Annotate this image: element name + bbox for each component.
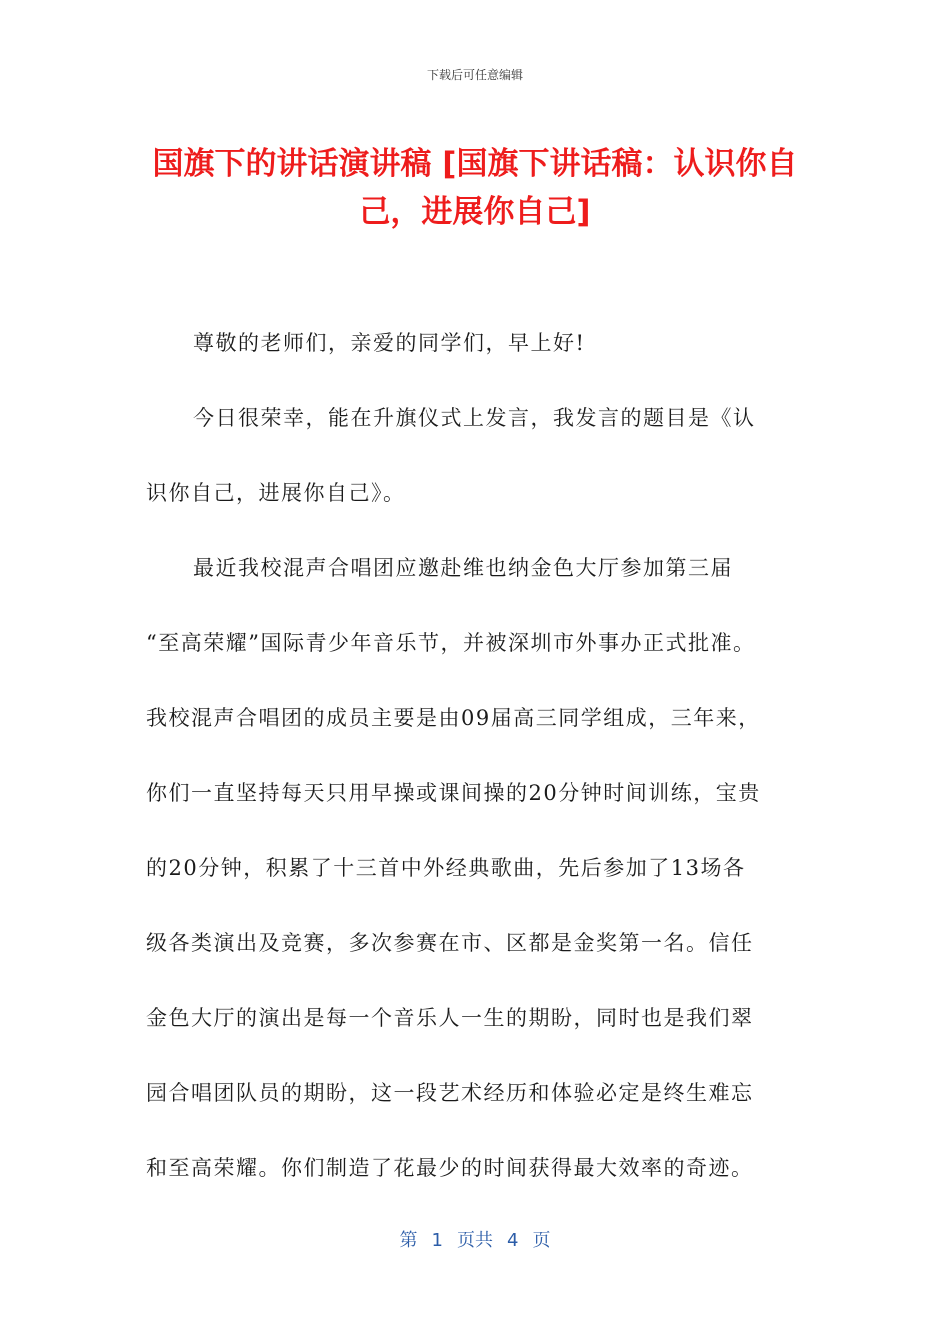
page-prefix: 第 bbox=[399, 1230, 418, 1251]
paragraph-line: 园合唱团队员的期盼，这一段艺术经历和体验必定是终生难忘 bbox=[146, 1081, 754, 1105]
paragraph-line: 识你自己，进展你自己》。 bbox=[146, 481, 406, 505]
page-footer bbox=[0, 1226, 950, 1252]
document-title: 国旗下的讲话演讲稿 [国旗下讲话稿：认识你自己，进展你自己] bbox=[152, 146, 798, 230]
page-total: 4 bbox=[507, 1230, 519, 1251]
paragraph-line: 今日很荣幸，能在升旗仪式上发言，我发言的题目是《认 bbox=[193, 406, 756, 430]
paragraph-line: 的20分钟，积累了十三首中外经典歌曲，先后参加了13场各 bbox=[146, 856, 746, 880]
paragraph-line: 和至高荣耀。你们制造了花最少的时间获得最大效率的奇迹。 bbox=[146, 1156, 754, 1180]
paragraph-line: 级各类演出及竞赛，多次参赛在市、区都是金奖第一名。信任 bbox=[146, 931, 754, 955]
paragraph-line: 最近我校混声合唱团应邀赴维也纳金色大厅参加第三届 bbox=[193, 556, 733, 580]
paragraph-line: 我校混声合唱团的成员主要是由09届高三同学组成，三年来， bbox=[146, 706, 761, 730]
page-number: 1 bbox=[431, 1230, 443, 1251]
paragraph-line: 你们一直坚持每天只用早操或课间操的20分钟时间训练，宝贵 bbox=[146, 781, 761, 805]
paragraph-line: 尊敬的老师们，亲爱的同学们，早上好! bbox=[193, 331, 586, 355]
header-note: 下载后可任意编辑 bbox=[426, 68, 523, 82]
page-middle: 页共 bbox=[457, 1230, 493, 1251]
page-suffix: 页 bbox=[532, 1230, 551, 1251]
document-body bbox=[146, 318, 810, 1218]
paragraph-line: “至高荣耀”国际青少年音乐节，并被深圳市外事办正式批准。 bbox=[146, 631, 756, 655]
paragraph-line: 金色大厅的演出是每一个音乐人一生的期盼，同时也是我们翠 bbox=[146, 1006, 754, 1030]
